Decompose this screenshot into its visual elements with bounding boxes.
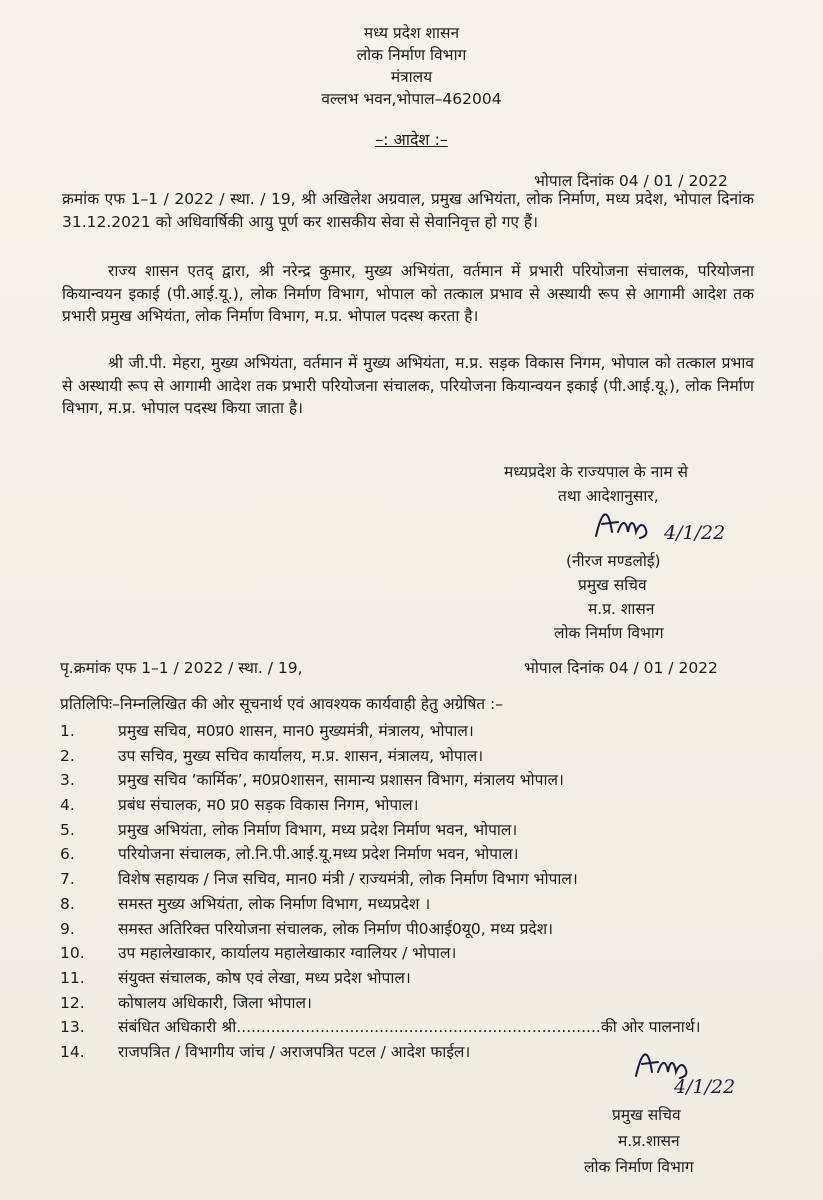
- letterhead-ministry: मंत्रालय: [390, 68, 433, 86]
- list-item-number: 6.: [60, 845, 75, 864]
- list-item-number: 1.: [60, 722, 75, 740]
- list-item-number: 12.: [60, 993, 85, 1012]
- letterhead-government: मध्य प्रदेश शासन: [363, 24, 460, 42]
- signatory-1-designation: प्रमुख सचिव: [578, 576, 647, 594]
- endorsement-number: पृ.क्रमांक एफ 1–1 / 2022 / स्था. / 19,: [60, 659, 303, 677]
- order-title: [0, 128, 823, 150]
- list-item-text: संयुक्त संचालक, कोष एवं लेखा, मध्य प्रदेश भोपाल।: [118, 968, 411, 987]
- list-item-text: समस्त मुख्य अभियंता, लोक निर्माण विभाग, मध्यप्रदेश ।: [118, 894, 431, 913]
- list-item-number: 14.: [60, 1042, 85, 1061]
- list-item: [60, 744, 780, 769]
- list-item-text: प्रमुख सचिव ‘कार्मिक’, म0प्र0शासन, सामान्य प्रशासन विभाग, मंत्रालय भोपाल।: [118, 771, 564, 790]
- list-item-number: 11.: [60, 968, 85, 987]
- list-item-number: 4.: [60, 796, 75, 815]
- signatory-2-dept: लोक निर्माण विभाग: [584, 1158, 694, 1176]
- signatory-1-dept: लोक निर्माण विभाग: [554, 624, 664, 642]
- list-item: [60, 892, 780, 917]
- list-item: [60, 768, 780, 793]
- list-item-text: कोषालय अधिकारी, जिला भोपाल।: [118, 993, 312, 1012]
- signatory-1-org: म.प्र. शासन: [588, 600, 655, 618]
- signatory-2-org: म.प्र.शासन: [618, 1132, 680, 1150]
- list-item: [60, 991, 780, 1016]
- paragraph-retirement: क्रमांक एफ 1–1 / 2022 / स्था. / 19, श्री अखिलेश अग्रवाल, प्रमुख अभियंता, लोक निर्माण, मध्य प्रदेश, भोपाल दिनांक 31.12.2021 को अधिवार्षिकी आयु पूर्ण कर शासकीय सेवा से सेवानिवृत्त हो गए हैं।: [62, 190, 754, 231]
- order-title-text: –: आदेश :–: [375, 130, 448, 149]
- list-item: [60, 917, 780, 942]
- list-item: [60, 1015, 780, 1040]
- list-item: [60, 793, 780, 818]
- list-item: [60, 719, 780, 744]
- list-item-number: 8.: [60, 894, 75, 913]
- signature-1-date: 4/1/22: [664, 522, 726, 544]
- letterhead-address: वल्लभ भवन,भोपाल–462004: [321, 90, 502, 108]
- copy-to-list: [60, 719, 780, 1065]
- authority-line-order: तथा आदेशानुसार,: [558, 487, 659, 505]
- signatory-1-block: [554, 549, 664, 645]
- list-item-number: 13.: [60, 1018, 85, 1037]
- copy-to-heading: प्रतिलिपिः–निम्नलिखित की ओर सूचनार्थ एवं आवश्यक कार्यवाही हेतु अग्रेषित :–: [60, 695, 504, 713]
- paragraph-posting-narendra: राज्य शासन एतद् द्वारा, श्री नरेन्द्र कुमार, मुख्य अभियंता, वर्तमान में प्रभारी परियोजना संचालक, परियोजना कियान्वयन इकाई (पी.आई.यू.), लोक निर्माण विभाग, भोपाल को तत्काल प्रभाव से अस्थायी रूप से आगामी आदेश तक प्रभारी प्रमुख अभियंता, लोक निर्माण विभाग, म.प्र. भोपाल पदस्थ करता है।: [62, 262, 754, 325]
- list-item-text: प्रबंध संचालक, म0 प्र0 सड़क विकास निगम, भोपाल।: [118, 796, 419, 815]
- signatory-2-designation: प्रमुख सचिव: [612, 1106, 681, 1124]
- list-item-text: परियोजना संचालक, लो.नि.पी.आई.यू.मध्य प्रदेश निर्माण भवन, भोपाल।: [118, 845, 519, 864]
- letterhead: [0, 22, 823, 110]
- list-item-text: राजपत्रित / विभागीय जांच / अराजपत्रित पटल / आदेश फाईल।: [118, 1042, 471, 1061]
- list-item-number: 2.: [60, 746, 75, 765]
- order-date: भोपाल दिनांक 04 / 01 / 2022: [534, 172, 728, 190]
- list-item-number: 5.: [60, 820, 75, 839]
- list-item-text: विशेष सहायक / निज सचिव, मान0 मंत्री / राज्यमंत्री, लोक निर्माण विभाग भोपाल।: [118, 870, 578, 889]
- list-item-number: 7.: [60, 870, 75, 889]
- list-item: [60, 818, 780, 843]
- list-item-text: प्रमुख सचिव, म0प्र0 शासन, मान0 मुख्यमंत्री, मंत्रालय, भोपाल।: [118, 722, 474, 740]
- authority-block: [504, 460, 688, 508]
- list-item: [60, 941, 780, 966]
- list-item-text: उप महालेखाकार, कार्यालय महालेखाकार ग्वालियर / भोपाल।: [118, 944, 457, 963]
- letterhead-department: लोक निर्माण विभाग: [356, 46, 467, 64]
- endorsement-date: भोपाल दिनांक 04 / 01 / 2022: [524, 659, 718, 677]
- paragraph-posting-mehra: श्री जी.पी. मेहरा, मुख्य अभियंता, वर्तमान में मुख्य अभियंता, म.प्र. सड़क विकास निगम, भोपाल को तत्काल प्रभाव से अस्थायी रूप से आगामी आदेश तक प्रभारी परियोजना संचालक, परियोजना कियान्वयन इकाई (पी.आई.यू.), लोक निर्माण विभाग, म.प्र. भोपाल पदस्थ किया जाता है।: [62, 354, 754, 417]
- signature-2-date: 4/1/22: [674, 1076, 736, 1098]
- list-item-number: 9.: [60, 919, 75, 938]
- authority-line-governor: मध्यप्रदेश के राज्यपाल के नाम से: [504, 463, 689, 481]
- list-item-text: संबंधित अधिकारी श्री..........................................................................की ओर पालनार्थ।: [118, 1018, 701, 1037]
- list-item: [60, 867, 780, 892]
- list-item-number: 10.: [60, 944, 85, 963]
- list-item: [60, 966, 780, 991]
- list-item-text: प्रमुख अभियंता, लोक निर्माण विभाग, मध्य प्रदेश निर्माण भवन, भोपाल।: [118, 820, 518, 839]
- list-item-text: समस्त अतिरिक्त परियोजना संचालक, लोक निर्माण पी0आई0यू0, मध्य प्रदेश।: [118, 919, 554, 938]
- list-item-text: उप सचिव, मुख्य सचिव कार्यालय, म.प्र. शासन, मंत्रालय, भोपाल।: [118, 746, 484, 765]
- signatory-2-block: [584, 1102, 694, 1180]
- list-item-number: 3.: [60, 771, 75, 790]
- signatory-1-name: (नीरज मण्डलोई): [566, 552, 661, 570]
- list-item: [60, 842, 780, 867]
